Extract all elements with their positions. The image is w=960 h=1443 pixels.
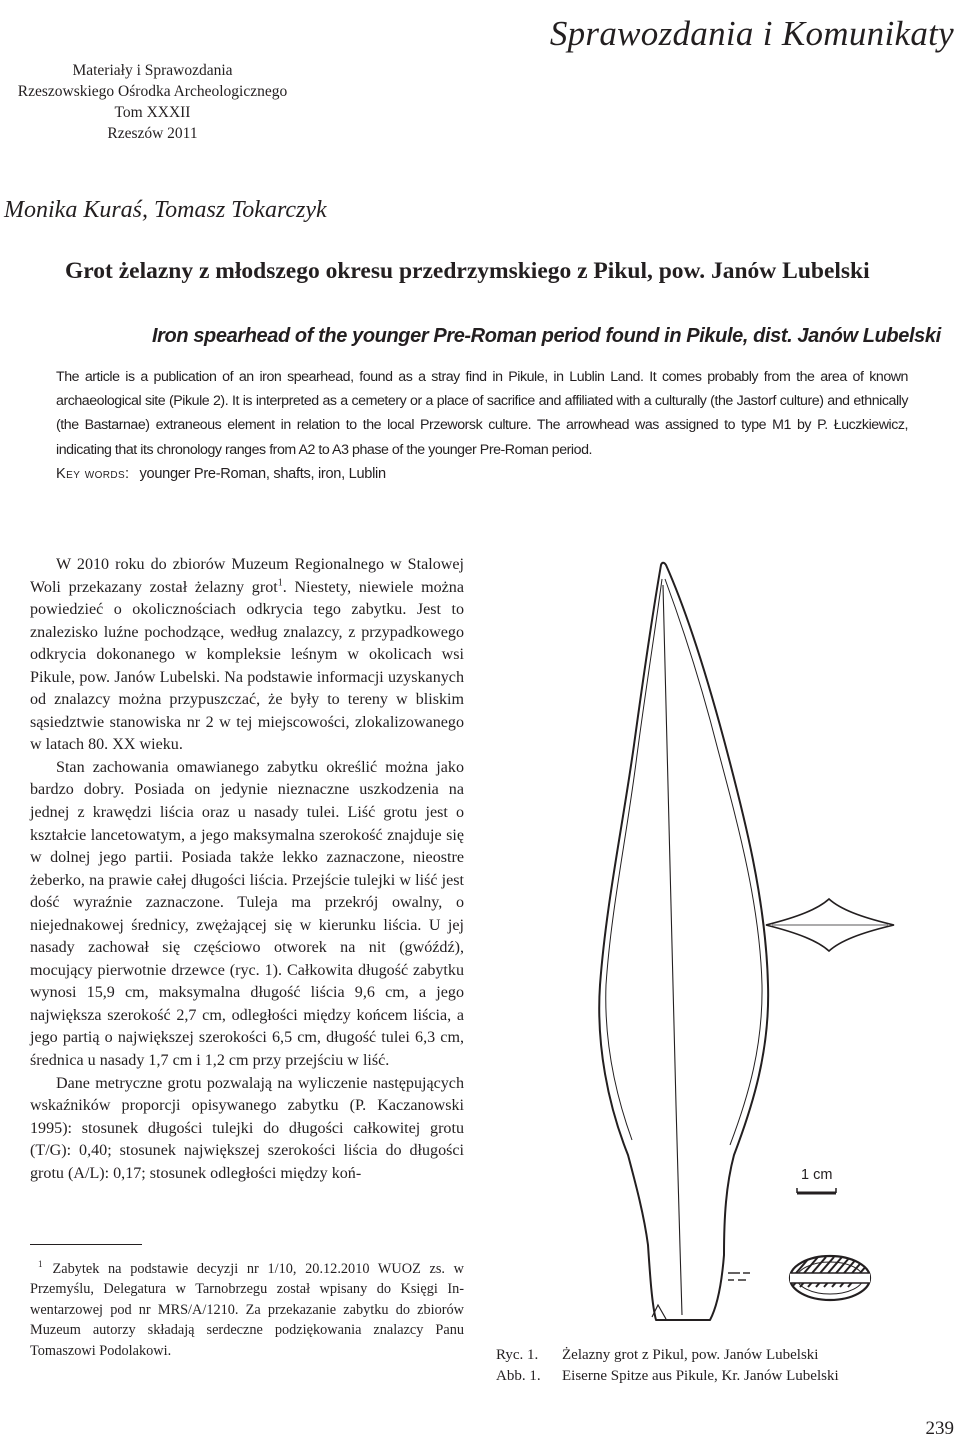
journal-line: Rzeszowskiego Ośrodka Archeologicznego (17, 83, 288, 100)
spearhead-midrib (663, 585, 682, 1315)
body-text (30, 554, 464, 1185)
article-title-polish: Grot żelazny z młodszego okresu przedrzymskiego z Pikul, pow. Janów Lubelski (65, 258, 870, 284)
scale-label: 1 cm (801, 1167, 833, 1183)
spearhead-drawing (548, 545, 960, 1335)
caption-text: Żelazny grot z Pikul, pow. Janów Lubelski (562, 1347, 819, 1363)
paragraph (30, 554, 464, 757)
paragraph: Stan zachowania omawianego zabytku określić można jako bardzo dobry. Posiada on jedynie nieznaczne uszkodzenia na jednej z krawędzi liścia oraz u nasady tulei. Liść grotu jest o kształcie lancetowatym, a jego maksymalna szerokość znajduje się w dolnej jego partii. Posiada także lekko zaznaczone, nieostre żeberko, na prawie całej długości liścia. Przejście tulejki w liść jest dość wyraźnie zaznaczone. Tuleja ma przekrój owalny, o niejednakowej średnicy, zwężającej się w kierunku liścia. U jej nasady zachował się częściowo otworek na nit (gwóźdź), mocujący pierwotnie drzewce (ryc. 1). Całkowita długość zabytku wynosi 15,9 cm, maksymalna długość liścia 9,6 cm, a jego największa szerokość 2,7 cm, odległości między końcem liścia, a jego partią o największej szerokości 6,5 cm, długość tulei 6,3 cm, średnica u nasady 1,7 cm i 1,2 cm przy przejściu w liść. (30, 758, 464, 1070)
journal-line: Tom XXXII (114, 104, 191, 121)
page-number: 239 (925, 1418, 954, 1439)
abstract: The article is a publication of an iron spearhead, found as a stray find in Pikule, in Lublin Land. It comes probably from the area of known archaeological site (Pikule 2). It is interpreted as a cemetery or a place of sacrifice and affiliated with a culturally (the Jastorf culture) and ethnically (the Bastarnae) extraneous element in relation to the local Przeworsk culture. The arrowhead was assigned to type M1 by P. Łuczkiewicz, indicating that its chronology ranges from A2 to A3 phase of the younger Pre-Roman period. (56, 369, 908, 458)
footnote-ref: 1 (277, 577, 283, 589)
keywords (56, 466, 386, 482)
paragraph-text: . Niestety, niewiele można powiedzieć o okolicznościach odkrycia tego zabytku. Jest to znalezisko luźne pochodzące, według znalazcy, z przypadkowego odkrycia dokonanego w kompleksie leśnym w okolicach wsi Pikule, pow. Janów Lubelski. Na podstawie informacji uzyskanych od znalazcy można przypuszczać, że były to tereny w bliskim sąsiedztwie stanowiska nr 2 w tej miejscowości, zlokalizowanego w latach 80. XX wieku. (30, 578, 464, 754)
journal-line: Materiały i Sprawozdania (72, 62, 233, 79)
caption-line-german (496, 1366, 839, 1387)
article-authors: Monika Kuraś, Tomasz Tokarczyk (4, 197, 327, 223)
paragraph-text: W 2010 roku do zbiorów Muzeum Regionalnego w Stalowej Woli przekazany został żelazny grot (30, 556, 464, 596)
keywords-list: younger Pre-Roman, shafts, iron, Lublin (139, 466, 386, 482)
caption-label: Ryc. 1. (496, 1347, 539, 1363)
paragraph: Dane metryczne grotu pozwalają na wyliczenie następujących wskaźników proporcji opisywanego zabytku (P. Kaczanowski 1995): stosunek długości tulejki do długości całkowitej grotu (T/G): 0,40; stosunek największej szerokości liścia do długości grotu (A/L): 0,17; stosunek odległości między koń- (30, 1074, 464, 1182)
journal-info (0, 60, 305, 144)
socket-cross-section-band (790, 1273, 870, 1283)
footnote (30, 1259, 464, 1361)
journal-line: Rzeszów 2011 (107, 125, 198, 142)
spearhead-inner-edge (606, 579, 662, 1140)
caption-label: Abb. 1. (496, 1368, 541, 1384)
figure-spearhead (548, 545, 960, 1335)
article-title-english: Iron spearhead of the younger Pre-Roman period found in Pikule, dist. Janów Lubelski (152, 325, 941, 347)
footnote-marker: 1 (38, 1259, 43, 1270)
caption-text: Eiserne Spitze aus Pikule, Kr. Janów Lubelski (562, 1368, 839, 1384)
series-title: Sprawozdania i Komunikaty (549, 14, 954, 53)
footnote-rule (30, 1244, 142, 1245)
caption-line-polish (496, 1345, 839, 1366)
figure-caption (496, 1345, 839, 1387)
spearhead-inner-edge (665, 579, 762, 1145)
spearhead-outline (599, 563, 768, 1320)
keywords-label: Key words: (56, 466, 130, 482)
footnote-text: Zabytek na podstawie decyzji nr 1/10, 20.12.2010 WUOZ zs. w Przemyślu, Delegatura w Tarnobrzegu został wpisany do Księgi Inwentarzowej pod nr MRS/A/1210. Za przekazanie zabytku do zbiorów Muzeum autorzy składają serdeczne podziękowania znalazcy Panu Tomaszowi Podolakowi. (30, 1261, 464, 1359)
